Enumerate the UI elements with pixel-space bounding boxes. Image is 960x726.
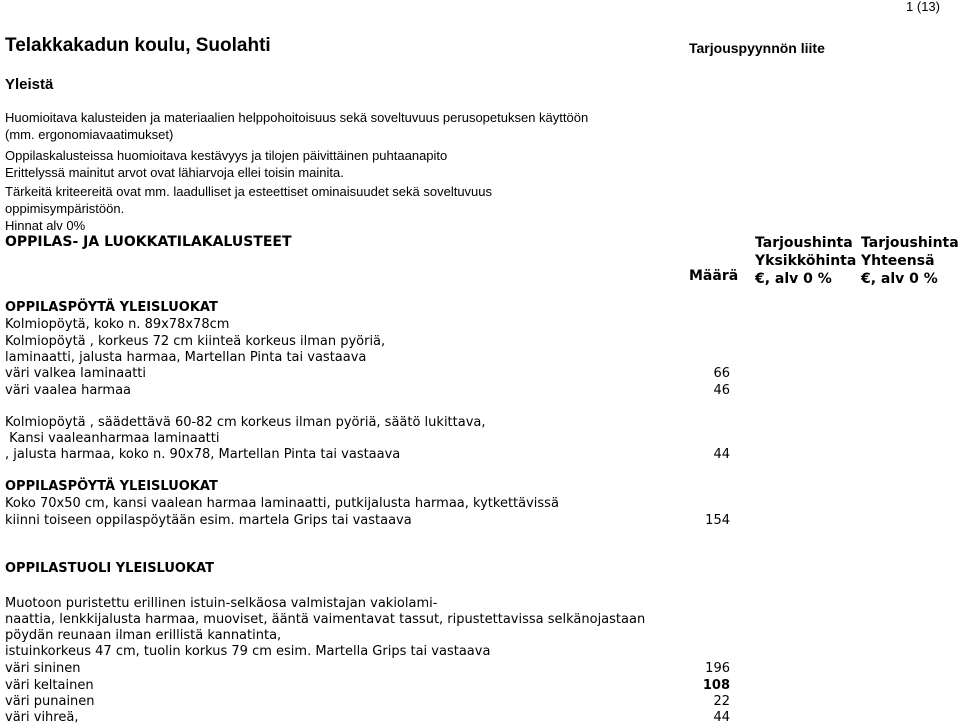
item-description: Kolmiopöytä, koko n. 89x78x78cm [5,317,230,332]
item-description: istuinkorkeus 47 cm, tuolin korkus 79 cm esim. Martella Grips tai vastaava [5,644,491,659]
item-description: Kansi vaaleanharmaa laminaatti [5,431,220,446]
item-variant: väri sininen [5,661,81,676]
quantity-header: Määrä [689,268,739,284]
item-description: Kolmiopöytä , korkeus 72 cm kiinteä korkeus ilman pyöriä, [5,334,386,349]
item-description: pöydän reunaan ilman erillistä kannatinta, [5,628,282,643]
general-text-line: Erittelyssä mainitut arvot ovat lähiarvoja ellei toisin mainita. [5,165,344,180]
item-quantity: 196 [705,661,730,676]
item-description: naattia, lenkkijalusta harmaa, muoviset, ääntä vaimentavat tassut, ripustettavissa selkänojastaan [5,612,646,627]
section-heading-general: Yleistä [5,76,54,93]
item-quantity: 22 [713,694,730,709]
unit-price-header: Tarjoushinta Yksikköhinta €, alv 0 % [755,235,857,287]
general-text-line: Huomioitava kalusteiden ja materiaalien helppohoitoisuus sekä soveltuvuus perusopetuksen käyttöön [5,110,589,125]
total-price-header: Tarjoushinta Yhteensä €, alv 0 % [861,235,959,287]
item-description: Kolmiopöytä , säädettävä 60-82 cm korkeus ilman pyöriä, säätö lukittava, [5,415,486,430]
item-description: Muotoon puristettu erillinen istuin-selkäosa valmistajan vakiolami- [5,596,438,611]
document-subtitle: Tarjouspyynnön liite [689,40,825,56]
item-variant: väri punainen [5,694,95,709]
item-variant: väri valkea laminaatti [5,366,147,381]
item-variant: väri vihreä, [5,710,79,725]
general-text-line: oppimisympäristöön. [5,201,125,216]
group-heading: OPPILASPÖYTÄ YLEISLUOKAT [5,479,218,494]
item-variant: väri keltainen [5,678,94,693]
document-title: Telakkakadun koulu, Suolahti [5,35,271,56]
item-quantity: 66 [713,366,730,381]
page-number: 1 (13) [906,0,940,14]
item-variant: , jalusta harmaa, koko n. 90x78, Martellan Pinta tai vastaava [5,447,401,462]
table-title: OPPILAS- JA LUOKKATILAKALUSTEET [5,234,292,250]
item-variant: väri vaalea harmaa [5,383,132,398]
general-text-line: Oppilaskalusteissa huomioitava kestävyys ja tilojen päivittäinen puhtaanapito [5,148,448,163]
general-text-line: Hinnat alv 0% [5,218,86,233]
item-quantity: 44 [713,710,730,725]
item-quantity: 46 [713,383,730,398]
item-description: Koko 70x50 cm, kansi vaalean harmaa laminaatti, putkijalusta harmaa, kytkettävissä [5,496,559,511]
group-heading: OPPILASTUOLI YLEISLUOKAT [5,561,214,576]
group-heading: OPPILASPÖYTÄ YLEISLUOKAT [5,300,218,315]
item-quantity: 44 [713,447,730,462]
item-description: laminaatti, jalusta harmaa, Martellan Pinta tai vastaava [5,350,367,365]
item-variant: kiinni toiseen oppilaspöytään esim. martela Grips tai vastaava [5,513,412,528]
item-quantity: 154 [705,513,730,528]
item-quantity: 108 [702,678,730,693]
general-text-line: Tärkeitä kriteereitä ovat mm. laadulliset ja esteettiset ominaisuudet sekä soveltuvuus [5,184,493,199]
general-text-line: (mm. ergonomiavaatimukset) [5,127,174,142]
